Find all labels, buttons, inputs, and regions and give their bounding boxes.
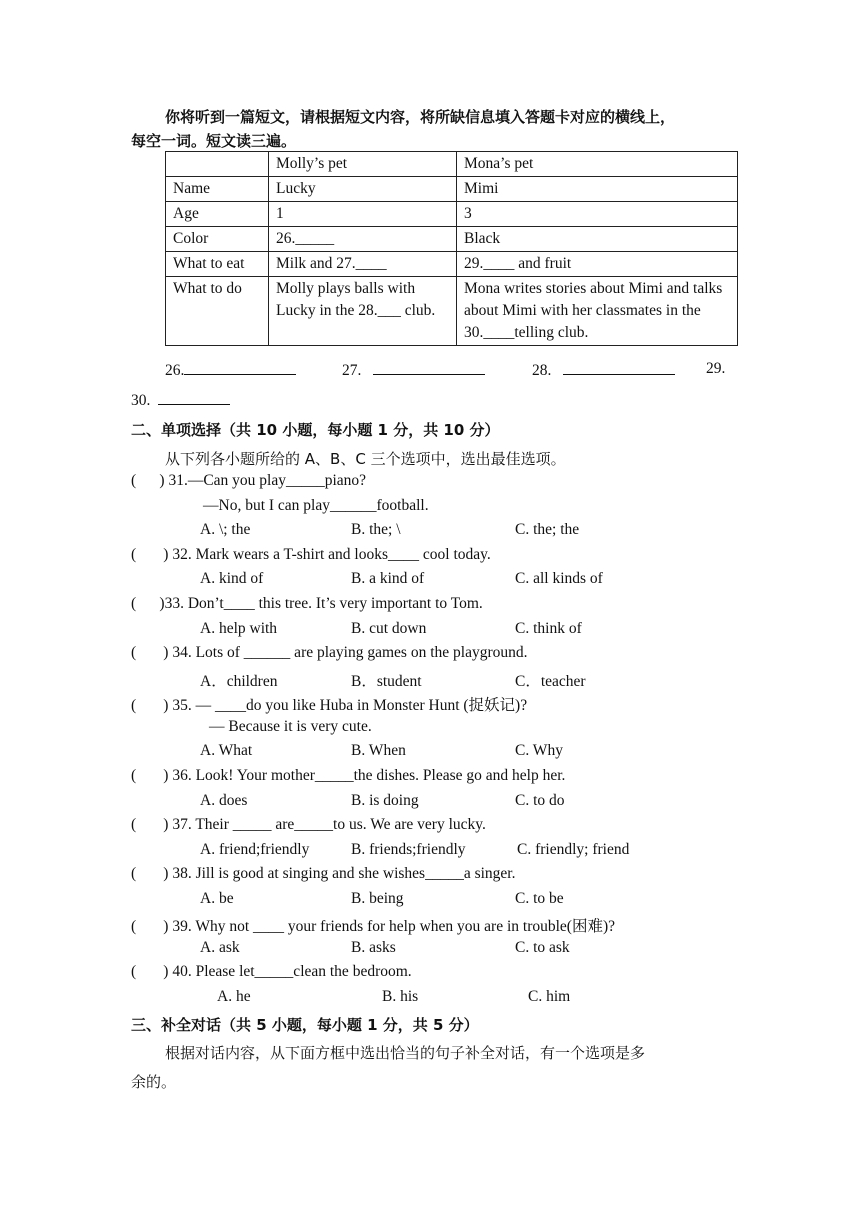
table-cell: Age — [166, 202, 269, 227]
option-c: C. think of — [515, 620, 582, 637]
table-cell: Mona’s pet — [457, 152, 738, 177]
answer-blank-29[interactable]: 29. — [706, 360, 726, 377]
table-cell: Milk and 27.____ — [269, 252, 457, 277]
answer-paren[interactable]: ( — [131, 816, 137, 833]
option-c: C. the; the — [515, 521, 580, 538]
question-37: ( ) 37. Their _____ are_____to us. We are very lucky. — [131, 816, 486, 833]
section-2-instruction: 从下列各小题所给的 A、B、C 三个选项中，选出最佳选项。 — [165, 450, 566, 468]
option-a: A. does — [200, 792, 248, 809]
question-40: ( ) 40. Please let_____clean the bedroom. — [131, 963, 412, 980]
question-35: ( ) 35. — ____do you like Huba in Monster Hunt (捉妖记)? — [131, 697, 528, 714]
intro-line-1: 你将听到一篇短文，请根据短文内容，将所缺信息填入答题卡对应的横线上， — [165, 108, 676, 126]
table-cell: Color — [166, 227, 269, 252]
option-c: C. to be — [515, 890, 564, 907]
question-32: ( ) 32. Mark wears a T-shirt and looks____ cool today. — [131, 546, 491, 563]
option-a: A. \; the — [200, 521, 251, 538]
question-39: ( ) 39. Why not ____ your friends for help when you are in trouble(困难)? — [131, 918, 615, 935]
answer-paren[interactable]: ( — [131, 472, 137, 489]
answer-paren[interactable]: ( — [131, 546, 137, 563]
option-c: C. friendly; friend — [517, 841, 630, 858]
option-a: A. help with — [200, 620, 278, 637]
answer-paren[interactable]: ( — [131, 963, 137, 980]
option-a: A. be — [200, 890, 234, 907]
table-cell: Mimi — [457, 177, 738, 202]
option-c: C. all kinds of — [515, 570, 603, 587]
table-cell: Molly plays balls with Lucky in the 28.___ club. — [269, 277, 457, 346]
table-cell — [166, 152, 269, 177]
answer-paren[interactable]: ( — [131, 865, 137, 882]
answer-paren[interactable]: ( — [131, 918, 137, 935]
section-3-title: 三、补全对话（共 5 小题，每小题 1 分，共 5 分） — [131, 1016, 479, 1034]
intro-line-2: 每空一词。短文读三遍。 — [131, 132, 297, 150]
question-31: ( ) 31.—Can you play_____piano? — [131, 472, 367, 489]
table-cell: Lucky — [269, 177, 457, 202]
answer-paren[interactable]: ( — [131, 644, 137, 661]
option-b: B. his — [382, 988, 419, 1005]
table-cell: Molly’s pet — [269, 152, 457, 177]
option-c: C. to do — [515, 792, 565, 809]
question-36: ( ) 36. Look! Your mother_____the dishes. Please go and help her. — [131, 767, 566, 784]
question-34: ( ) 34. Lots of ______ are playing games on the playground. — [131, 644, 528, 661]
table-cell: 26._____ — [269, 227, 457, 252]
option-b: B. a kind of — [351, 570, 425, 587]
section-2-title: 二、单项选择（共 10 小题，每小题 1 分，共 10 分） — [131, 421, 500, 439]
answer-blank-27[interactable]: 27. — [342, 360, 485, 380]
table-row — [166, 177, 738, 202]
table-cell: Mona writes stories about Mimi and talks about Mimi with her classmates in the 30.____telling club. — [457, 277, 738, 346]
answer-blank-26[interactable]: 26. — [165, 360, 296, 380]
option-a: A. What — [200, 742, 253, 759]
pet-info-table — [165, 151, 738, 346]
option-b: B. cut down — [351, 620, 427, 637]
table-header-row — [166, 152, 738, 177]
table-row — [166, 252, 738, 277]
table-cell: What to eat — [166, 252, 269, 277]
answer-paren[interactable]: ( — [131, 697, 137, 714]
table-row — [166, 277, 738, 346]
option-b: B. is doing — [351, 792, 419, 809]
question-33: ( )33. Don’t____ this tree. It’s very important to Tom. — [131, 595, 483, 612]
option-b: B. When — [351, 742, 406, 759]
option-c: C．teacher — [515, 673, 586, 690]
option-a: A. kind of — [200, 570, 264, 587]
option-c: C. Why — [515, 742, 563, 759]
table-row — [166, 202, 738, 227]
table-cell: Name — [166, 177, 269, 202]
table-cell: Black — [457, 227, 738, 252]
question-35-line-2: — Because it is very cute. — [209, 718, 372, 735]
table-cell: 29.____ and fruit — [457, 252, 738, 277]
option-b: B. friends;friendly — [351, 841, 466, 858]
table-cell: 1 — [269, 202, 457, 227]
option-b: B. asks — [351, 939, 396, 956]
option-b: B. being — [351, 890, 404, 907]
option-a: A．children — [200, 673, 278, 690]
option-b: B. the; \ — [351, 521, 401, 538]
option-c: C. him — [528, 988, 571, 1005]
table-row — [166, 227, 738, 252]
answer-paren[interactable]: ( — [131, 595, 137, 612]
answer-blank-30[interactable]: 30. — [131, 390, 230, 410]
option-a: A. he — [217, 988, 251, 1005]
section-3-instruction-line-1: 根据对话内容，从下面方框中选出恰当的句子补全对话，有一个选项是多 — [165, 1044, 646, 1062]
option-a: A. ask — [200, 939, 240, 956]
answer-paren[interactable]: ( — [131, 767, 137, 784]
table-cell: 3 — [457, 202, 738, 227]
question-31-line-2: —No, but I can play______football. — [203, 497, 429, 514]
question-38: ( ) 38. Jill is good at singing and she wishes_____a singer. — [131, 865, 516, 882]
option-a: A. friend;friendly — [200, 841, 310, 858]
answer-blank-28[interactable]: 28. — [532, 360, 675, 380]
option-c: C. to ask — [515, 939, 570, 956]
section-3-instruction-line-2: 余的。 — [131, 1073, 177, 1091]
table-cell: What to do — [166, 277, 269, 346]
option-b: B．student — [351, 673, 422, 690]
